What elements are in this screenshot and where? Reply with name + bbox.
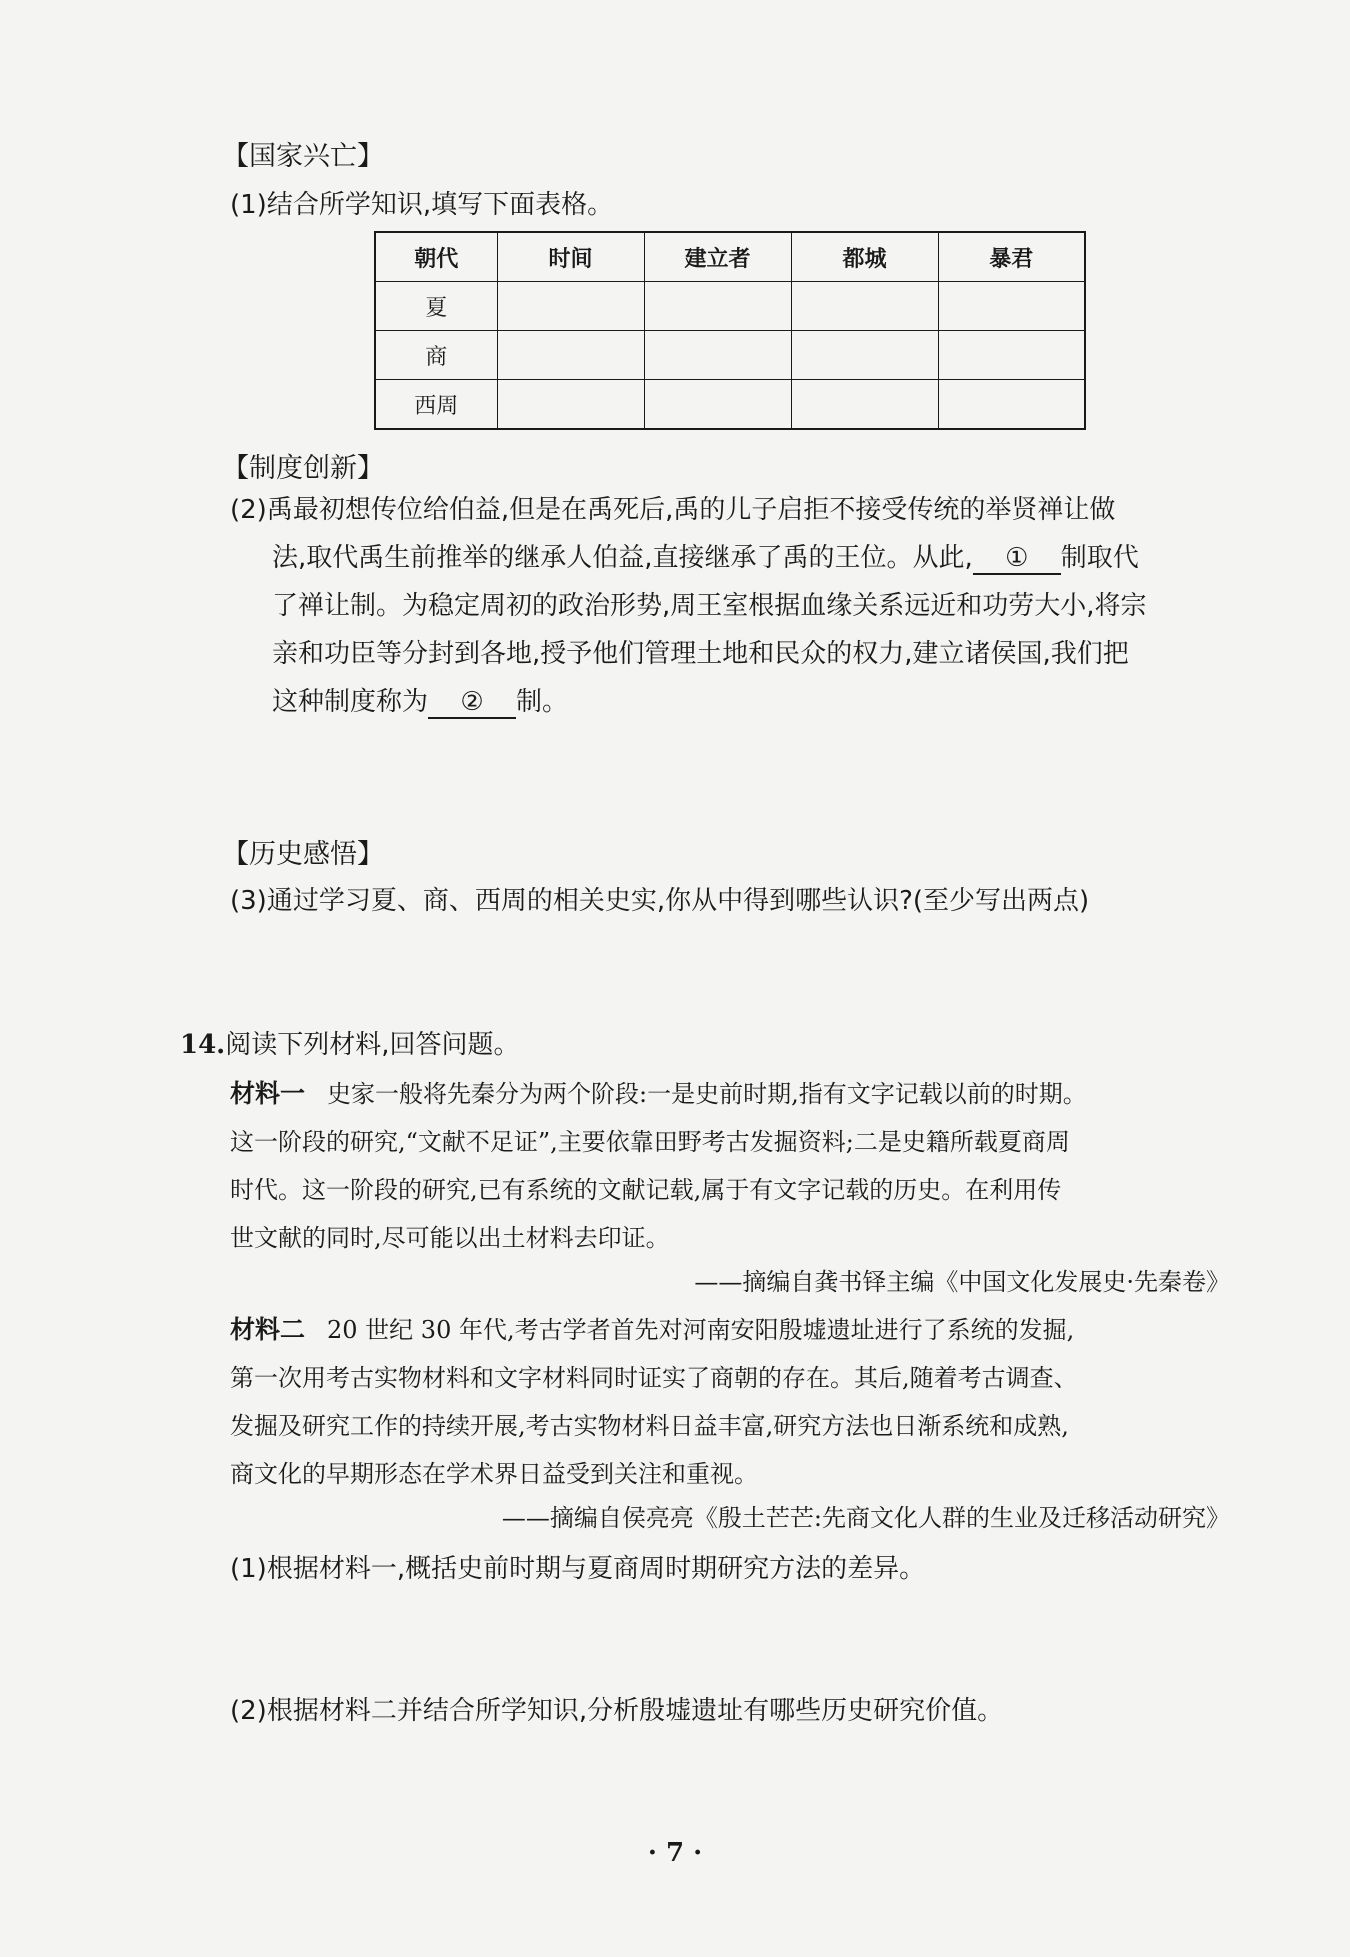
table-header-row [375,232,1085,282]
material-2-line [230,1306,1078,1354]
material-2-line: 第一次用考古实物材料和文字材料同时证实了商朝的存在。其后,随着考古调查、 [230,1364,1078,1392]
cell-dynasty-shang: 商 [375,331,497,380]
dynasty-table [374,231,1086,430]
question-3-text: (3)通过学习夏、商、西周的相关史实,你从中得到哪些认识?(至少写出两点) [230,886,1090,916]
answer-cell[interactable] [938,282,1085,331]
table-row [375,282,1085,331]
question-14-sub-1: (1)根据材料一,概括史前时期与夏商周时期研究方法的差异。 [230,1554,926,1584]
question-14-sub-2: (2)根据材料二并结合所学知识,分析殷墟遗址有哪些历史研究价值。 [230,1696,1004,1726]
question-14-prompt [180,1024,520,1061]
question-14-text: 阅读下列材料,回答问题。 [225,1030,520,1060]
answer-cell[interactable] [497,282,644,331]
material-1-block [230,1070,1087,1262]
answer-cell[interactable] [497,380,644,430]
section-heading-historical-insight: 【历史感悟】 [222,839,384,870]
table-row [375,380,1085,430]
answer-cell[interactable] [644,380,791,430]
header-tyrant: 暴君 [938,232,1085,282]
question-1-text: (1)结合所学知识,填写下面表格。 [230,190,614,220]
answer-cell[interactable] [644,282,791,331]
material-2-source: ——摘编自侯亮亮《殷土芒芒:先商文化人群的生业及迁移活动研究》 [501,1504,1230,1532]
answer-cell[interactable] [938,331,1085,380]
material-2-text: 20 世纪 30 年代,考古学者首先对河南安阳殷墟遗址进行了系统的发掘, [327,1316,1075,1344]
header-dynasty: 朝代 [375,232,497,282]
material-1-line: 这一阶段的研究,“文献不足证”,主要依靠田野考古发掘资料;二是史籍所载夏商周 [230,1128,1070,1156]
question-2-text: 制。 [516,687,569,717]
question-2-paragraph [230,486,1147,726]
header-capital: 都城 [791,232,938,282]
answer-cell[interactable] [497,331,644,380]
material-2-label: 材料二 [230,1315,306,1344]
answer-cell[interactable] [791,282,938,331]
table-row [375,331,1085,380]
question-2-line [230,678,1147,726]
question-2-line: 亲和功臣等分封到各地,授予他们管理土地和民众的权力,建立诸侯国,我们把 [272,639,1129,669]
answer-cell[interactable] [644,331,791,380]
section-heading-institutional-innovation: 【制度创新】 [222,453,384,484]
material-1-line: 世文献的同时,尽可能以出土材料去印证。 [230,1224,670,1252]
cell-dynasty-xia: 夏 [375,282,497,331]
cell-dynasty-western-zhou: 西周 [375,380,497,430]
header-time: 时间 [497,232,644,282]
material-1-line: 时代。这一阶段的研究,已有系统的文献记载,属于有文字记载的历史。在利用传 [230,1176,1062,1204]
answer-cell[interactable] [791,331,938,380]
page-number: · 7 · [647,1838,703,1868]
question-2-line: (2)禹最初想传位给伯益,但是在禹死后,禹的儿子启拒不接受传统的举贤禅让做 [230,495,1116,525]
question-2-text: 这种制度称为 [272,687,429,717]
question-2-line [230,534,1147,582]
question-2-line: 了禅让制。为稳定周初的政治形势,周王室根据血缘关系远近和功劳大小,将宗 [272,591,1147,621]
material-1-text: 史家一般将先秦分为两个阶段:一是史前时期,指有文字记载以前的时期。 [327,1080,1087,1108]
material-1-source: ——摘编自龚书铎主编《中国文化发展史·先秦卷》 [694,1268,1230,1296]
answer-cell[interactable] [791,380,938,430]
material-2-line: 发掘及研究工作的持续开展,考古实物材料日益丰富,研究方法也日渐系统和成熟, [230,1412,1069,1440]
answer-blank-1[interactable]: ① [973,543,1061,575]
material-2-line: 商文化的早期形态在学术界日益受到关注和重视。 [230,1460,758,1488]
question-2-text: 制取代 [1060,543,1139,573]
question-2-text: 法,取代禹生前推举的继承人伯益,直接继承了禹的王位。从此, [272,543,973,573]
question-number: 14. [180,1030,226,1060]
answer-blank-2[interactable]: ② [428,687,516,719]
header-founder: 建立者 [644,232,791,282]
material-1-line [230,1070,1087,1118]
answer-cell[interactable] [938,380,1085,430]
material-1-label: 材料一 [230,1079,306,1108]
material-2-block [230,1306,1078,1498]
section-heading-national-rise-fall: 【国家兴亡】 [222,141,384,172]
